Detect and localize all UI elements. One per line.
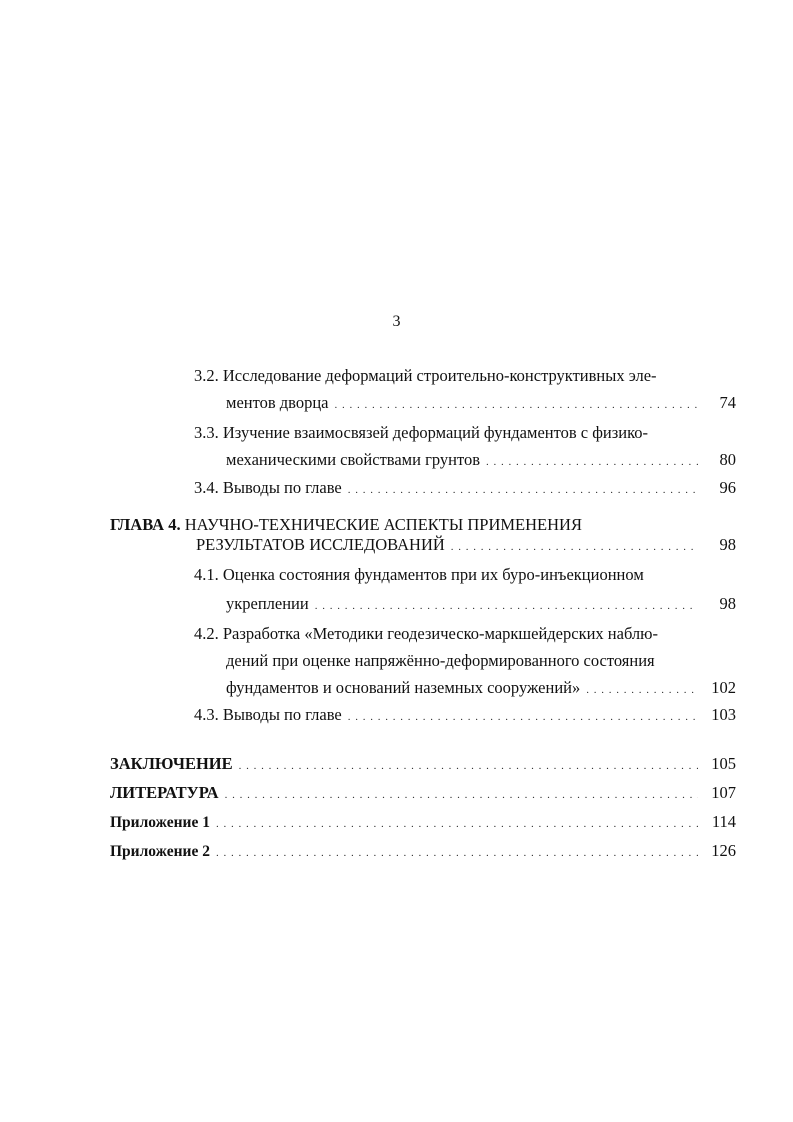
- section-number: 3.3.: [194, 423, 219, 442]
- dot-leader: [239, 756, 698, 776]
- toc-appendix-2[interactable]: [110, 841, 736, 863]
- toc-chapter-4-line2[interactable]: [196, 535, 736, 557]
- toc-entry-4-2-line1: [194, 624, 658, 644]
- section-number: 4.2.: [194, 624, 219, 643]
- section-title: Исследование деформаций строительно-конструктивных эле-: [222, 366, 657, 385]
- appendix-label: Приложение 2: [110, 843, 210, 860]
- page-ref: 98: [719, 594, 736, 613]
- chapter-title-continued: РЕЗУЛЬТАТОВ ИССЛЕДОВАНИЙ: [196, 535, 445, 554]
- dot-leader: [216, 843, 698, 863]
- dot-leader: [451, 537, 698, 557]
- page-ref: 96: [719, 478, 736, 497]
- section-number: 4.1.: [194, 565, 219, 584]
- page-ref: 98: [719, 535, 736, 554]
- page-ref: 103: [711, 705, 736, 724]
- section-title: Изучение взаимосвязей деформаций фундаментов с физико-: [222, 423, 648, 442]
- section-title-continued: укреплении: [226, 594, 309, 613]
- page-ref: 105: [711, 754, 736, 773]
- dot-leader: [315, 596, 698, 616]
- dot-leader: [334, 395, 698, 415]
- toc-entry-3-2-line1: [194, 366, 657, 386]
- page-ref: 74: [719, 393, 736, 412]
- toc-appendix-1[interactable]: [110, 812, 736, 834]
- toc-literature[interactable]: [110, 783, 736, 805]
- page-ref: 107: [711, 783, 736, 802]
- toc-entry-3-3-line1: [194, 423, 648, 443]
- conclusion-label: ЗАКЛЮЧЕНИЕ: [110, 754, 233, 773]
- section-title-continued: механическими свойствами грунтов: [226, 450, 480, 469]
- appendix-label: Приложение 1: [110, 814, 210, 831]
- dot-leader: [586, 680, 698, 700]
- chapter-label: ГЛАВА 4.: [110, 515, 181, 534]
- chapter-title: НАУЧНО-ТЕХНИЧЕСКИЕ АСПЕКТЫ ПРИМЕНЕНИЯ: [184, 515, 582, 534]
- literature-label: ЛИТЕРАТУРА: [110, 783, 219, 802]
- toc-entry-4-1-line2[interactable]: [226, 594, 736, 616]
- toc-entry-3-3-line2[interactable]: [226, 450, 736, 472]
- section-title: Выводы по главе: [222, 705, 342, 724]
- page-ref: 80: [719, 450, 736, 469]
- toc-entry-4-1-line1: [194, 565, 644, 585]
- dot-leader: [348, 480, 698, 500]
- section-title: Разработка «Методики геодезическо-маркшейдерских наблю-: [222, 624, 658, 643]
- toc-entry-3-2-line2[interactable]: [226, 393, 736, 415]
- toc-entry-4-2-line2: [226, 651, 655, 671]
- dot-leader: [225, 785, 698, 805]
- section-title: Оценка состояния фундаментов при их буро-инъекционном: [222, 565, 644, 584]
- toc-conclusion[interactable]: [110, 754, 736, 776]
- toc-entry-4-2-line3[interactable]: [226, 678, 736, 700]
- section-number: 3.4.: [194, 478, 219, 497]
- section-title-continued: ментов дворца: [226, 393, 329, 412]
- page-ref: 114: [711, 812, 736, 831]
- dot-leader: [216, 814, 698, 834]
- dot-leader: [486, 452, 698, 472]
- toc-chapter-4-line1: [110, 515, 582, 535]
- section-number: 4.3.: [194, 705, 219, 724]
- dot-leader: [348, 707, 698, 727]
- section-title: Выводы по главе: [222, 478, 342, 497]
- section-number: 3.2.: [194, 366, 219, 385]
- section-title-continued: фундаментов и оснований наземных сооружений»: [226, 678, 581, 697]
- page-ref: 102: [711, 678, 736, 697]
- page-ref: 126: [711, 841, 736, 860]
- toc-entry-3-4[interactable]: [194, 478, 736, 500]
- section-title-continued: дений при оценке напряжённо-деформированного состояния: [226, 651, 655, 670]
- page-number: 3: [392, 313, 401, 330]
- toc-entry-4-3[interactable]: [194, 705, 736, 727]
